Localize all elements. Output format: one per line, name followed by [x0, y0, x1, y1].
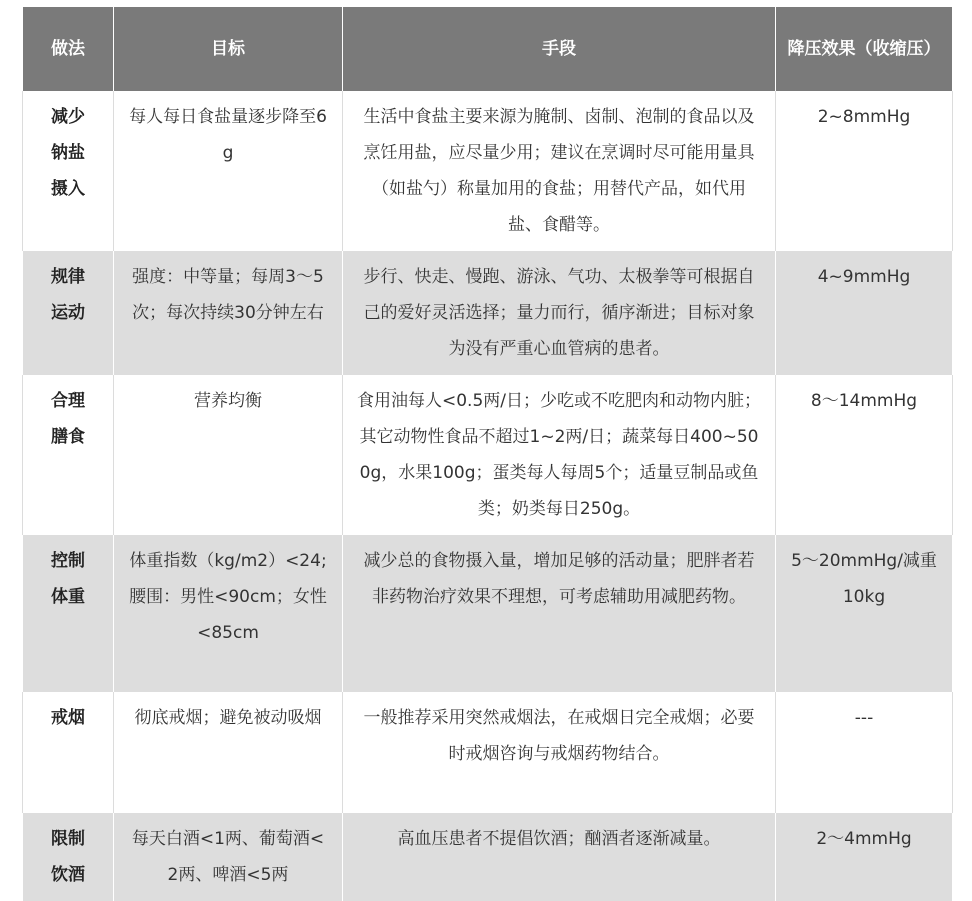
table-row	[23, 535, 953, 692]
cell-goal: 强度：中等量；每周3～5次；每次持续30分钟左右	[114, 251, 343, 375]
cell-goal: 营养均衡	[114, 375, 343, 535]
cell-means: 步行、快走、慢跑、游泳、气功、太极拳等可根据自己的爱好灵活选择；量力而行，循序渐进；目标对象为没有严重心血管病的患者。	[343, 251, 776, 375]
cell-method: 规律运动	[23, 251, 114, 375]
header-row	[23, 7, 953, 91]
hypertension-lifestyle-table	[22, 7, 953, 901]
table-row	[23, 91, 953, 251]
table-row	[23, 813, 953, 901]
cell-means: 高血压患者不提倡饮酒；酗酒者逐渐减量。	[343, 813, 776, 901]
cell-method: 减少钠盐摄入	[23, 91, 114, 251]
cell-effect: ---	[776, 692, 953, 813]
cell-means: 生活中食盐主要来源为腌制、卤制、泡制的食品以及烹饪用盐，应尽量少用；建议在烹调时尽可能用量具（如盐勺）称量加用的食盐；用替代产品，如代用盐、食醋等。	[343, 91, 776, 251]
header-means: 手段	[343, 7, 776, 91]
cell-goal: 每人每日食盐量逐步降至6g	[114, 91, 343, 251]
hypertension-lifestyle-table-wrap	[22, 7, 952, 901]
cell-effect: 8～14mmHg	[776, 375, 953, 535]
cell-means: 一般推荐采用突然戒烟法，在戒烟日完全戒烟；必要时戒烟咨询与戒烟药物结合。	[343, 692, 776, 813]
cell-method: 戒烟	[23, 692, 114, 813]
cell-goal: 体重指数（kg/m2）<24; 腰围：男性<90cm；女性<85cm	[114, 535, 343, 692]
header-goal: 目标	[114, 7, 343, 91]
table-header	[23, 7, 953, 91]
cell-goal: 彻底戒烟；避免被动吸烟	[114, 692, 343, 813]
cell-goal: 每天白酒<1两、葡萄酒<2两、啤酒<5两	[114, 813, 343, 901]
table-row	[23, 692, 953, 813]
table-row	[23, 375, 953, 535]
cell-method: 控制体重	[23, 535, 114, 692]
cell-method: 合理膳食	[23, 375, 114, 535]
cell-effect: 4~9mmHg	[776, 251, 953, 375]
cell-method: 限制饮酒	[23, 813, 114, 901]
header-effect: 降压效果（收缩压）	[776, 7, 953, 91]
cell-means: 食用油每人<0.5两/日；少吃或不吃肥肉和动物内脏；其它动物性食品不超过1~2两/日；蔬菜每日400~500g，水果100g；蛋类每人每周5个；适量豆制品或鱼类；奶类每日250g。	[343, 375, 776, 535]
cell-effect: 2~8mmHg	[776, 91, 953, 251]
table-row	[23, 251, 953, 375]
header-method: 做法	[23, 7, 114, 91]
cell-means: 减少总的食物摄入量，增加足够的活动量；肥胖者若非药物治疗效果不理想，可考虑辅助用减肥药物。	[343, 535, 776, 692]
table-body	[23, 91, 953, 901]
cell-effect: 2～4mmHg	[776, 813, 953, 901]
cell-effect: 5～20mmHg/减重10kg	[776, 535, 953, 692]
